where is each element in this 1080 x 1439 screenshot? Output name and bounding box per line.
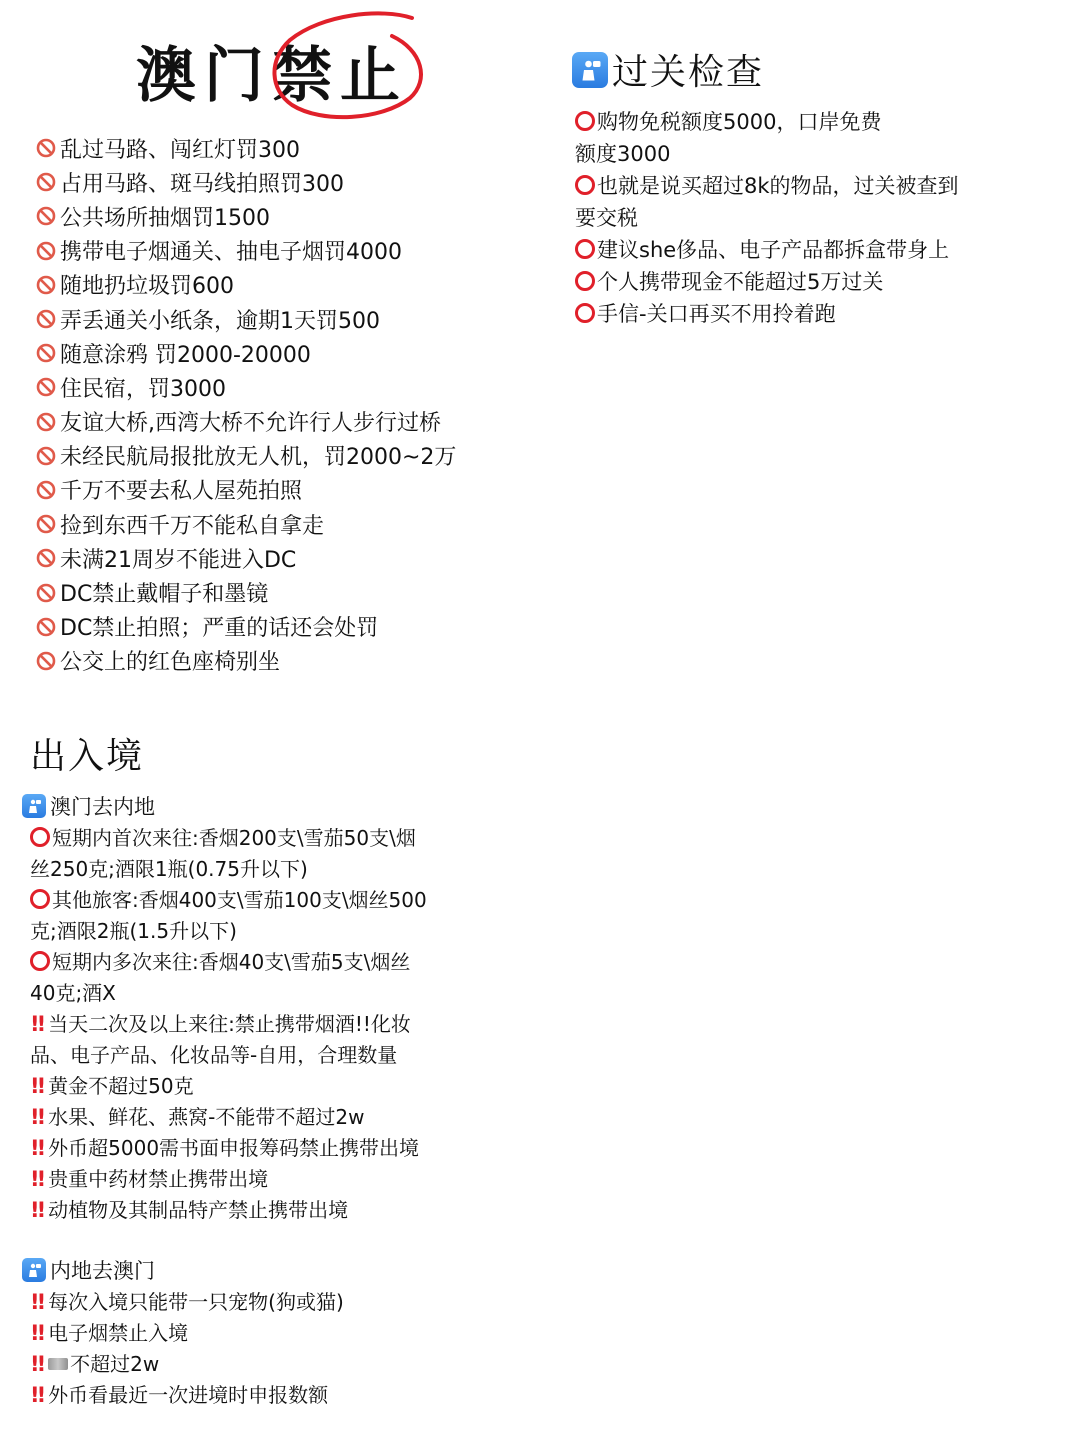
list-item	[30, 978, 427, 1009]
list-item-text: 丝250克;酒限1瓶(0.75升以下)	[30, 857, 308, 881]
double-exclamation-icon: !!	[30, 1383, 44, 1407]
prohibited-icon	[36, 514, 56, 534]
red-circle-annotation	[262, 10, 432, 125]
double-exclamation-icon: !!	[30, 1074, 44, 1098]
ban-item	[36, 268, 456, 302]
passport-control-icon	[22, 1258, 46, 1282]
list-item	[30, 1040, 427, 1071]
ban-item-text: 未满21周岁不能进入DC	[60, 547, 297, 573]
macau-to-mainland-header	[22, 791, 427, 821]
list-item	[575, 234, 959, 266]
ban-list	[36, 131, 456, 678]
prohibited-icon	[36, 275, 56, 295]
ban-item-text: 未经民航局报批放无人机，罚2000~2万	[60, 445, 457, 471]
list-item-text: 额度3000	[575, 142, 671, 166]
double-exclamation-icon: !!	[30, 1167, 44, 1191]
list-item-text: 克;酒限2瓶(1.5升以下)	[30, 919, 237, 943]
prohibited-icon	[36, 377, 56, 397]
list-item	[30, 1071, 427, 1102]
prohibited-icon	[36, 548, 56, 568]
ban-item	[36, 575, 456, 609]
list-item	[575, 266, 959, 298]
mainland-to-macau-section	[30, 1255, 344, 1411]
list-item	[30, 1195, 427, 1226]
list-item-text: 购物免税额度5000，口岸免费	[597, 110, 882, 134]
prohibited-icon	[36, 241, 56, 261]
list-item	[30, 1164, 427, 1195]
list-item-text: 外币看最近一次进境时申报数额	[48, 1383, 329, 1407]
mainland-to-macau-title: 内地去澳门	[50, 1259, 155, 1283]
double-exclamation-icon: !!	[30, 1352, 44, 1376]
ban-item-text: 乱过马路、闯红灯罚300	[60, 137, 300, 163]
double-exclamation-icon: !!	[30, 1290, 44, 1314]
double-exclamation-icon: !!	[30, 1198, 44, 1222]
double-exclamation-icon: !!	[30, 1105, 44, 1129]
list-item-text: 外币超5000需书面申报筹码禁止携带出境	[48, 1136, 420, 1160]
circle-mark-icon	[30, 951, 50, 971]
list-item-text: 手信-关口再买不用拎着跑	[597, 302, 836, 326]
macau-to-mainland-section	[30, 791, 427, 1226]
list-item-text: 短期内首次来往:香烟200支\雪茄50支\烟	[52, 826, 416, 850]
list-item-text: 贵重中药材禁止携带出境	[48, 1167, 269, 1191]
list-item	[30, 854, 427, 885]
ban-item	[36, 405, 456, 439]
list-item	[30, 1009, 427, 1040]
ban-item	[36, 473, 456, 507]
prohibited-icon	[36, 617, 56, 637]
prohibited-icon	[36, 206, 56, 226]
circle-mark-icon	[30, 827, 50, 847]
list-item-text: 40克;酒X	[30, 981, 116, 1005]
list-item	[30, 1349, 344, 1380]
customs-check-lines	[575, 106, 959, 330]
customs-check-header	[572, 44, 764, 95]
mainland-to-macau-header	[22, 1255, 344, 1285]
page-title: 澳门禁止	[136, 41, 408, 111]
circle-mark-icon	[575, 303, 595, 323]
customs-check-title: 过关检查	[612, 52, 765, 93]
ban-item-text: 千万不要去私人屋苑拍照	[60, 479, 303, 505]
ban-item-text: 携带电子烟通关、抽电子烟罚4000	[60, 240, 402, 266]
list-item	[30, 947, 427, 978]
list-item	[575, 138, 959, 170]
double-exclamation-icon: !!	[30, 1321, 44, 1345]
list-item	[30, 823, 427, 854]
prohibited-icon	[36, 651, 56, 671]
ban-item-text: 公交上的红色座椅别坐	[60, 650, 281, 676]
prohibited-icon	[36, 412, 56, 432]
prohibited-icon	[36, 138, 56, 158]
list-item-text: 不超过2w	[70, 1352, 160, 1376]
ban-item	[36, 644, 456, 678]
list-item-text: 个人携带现金不能超过5万过关	[597, 270, 884, 294]
ban-item	[36, 610, 456, 644]
prohibited-icon	[36, 446, 56, 466]
right-column	[570, 0, 1070, 700]
redacted-icon	[48, 1358, 68, 1370]
list-item-text: 短期内多次来往:香烟40支\雪茄5支\烟丝	[52, 950, 411, 974]
mainland-to-macau-lines	[30, 1287, 344, 1411]
list-item	[30, 885, 427, 916]
ban-item	[36, 507, 456, 541]
list-item-text: 动植物及其制品特产禁止携带出境	[48, 1198, 349, 1222]
ban-item-text: 随地扔垃圾罚600	[60, 274, 234, 300]
list-item-text: 黄金不超过50克	[48, 1074, 194, 1098]
list-item-text: 其他旅客:香烟400支\雪茄100支\烟丝500	[52, 888, 427, 912]
ban-item-text: 弄丢通关小纸条，逾期1天罚500	[60, 308, 380, 334]
ban-item-text: 占用马路、斑马线拍照罚300	[60, 171, 344, 197]
list-item-text: 电子烟禁止入境	[48, 1321, 189, 1345]
list-item-text: 当天二次及以上来往:禁止携带烟酒!!化妆	[48, 1012, 411, 1036]
ban-item	[36, 234, 456, 268]
ban-item-text: 公共场所抽烟罚1500	[60, 205, 270, 231]
ban-item	[36, 541, 456, 575]
entry-exit-heading: 出入境	[30, 736, 145, 777]
ban-item-text: DC禁止戴帽子和墨镜	[60, 582, 269, 608]
list-item	[30, 1318, 344, 1349]
macau-to-mainland-title: 澳门去内地	[50, 795, 155, 819]
list-item-text: 水果、鲜花、燕窝-不能带不超过2w	[48, 1105, 365, 1129]
ban-item-text: 捡到东西千万不能私自拿走	[60, 513, 325, 539]
circle-mark-icon	[575, 111, 595, 131]
prohibited-icon	[36, 343, 56, 363]
list-item-text: 品、电子产品、化妆品等-自用，合理数量	[30, 1043, 398, 1067]
ban-item	[36, 199, 456, 233]
list-item	[30, 1102, 427, 1133]
list-item-text: 也就是说买超过8k的物品，过关被查到	[597, 174, 959, 198]
ban-item-text: 住民宿，罚3000	[60, 376, 226, 402]
circle-mark-icon	[575, 271, 595, 291]
list-item-text: 建议she侈品、电子产品都拆盒带身上	[597, 238, 950, 262]
ban-item	[36, 165, 456, 199]
list-item	[30, 1380, 344, 1411]
circle-mark-icon	[575, 239, 595, 259]
ban-item	[36, 370, 456, 404]
ban-item-text: 随意涂鸦 罚2000-20000	[60, 342, 311, 368]
title-block	[136, 40, 436, 120]
ban-item	[36, 131, 456, 165]
list-item	[30, 916, 427, 947]
list-item	[575, 170, 959, 202]
ban-item	[36, 439, 456, 473]
list-item	[575, 106, 959, 138]
macau-to-mainland-lines	[30, 823, 427, 1226]
prohibited-icon	[36, 583, 56, 603]
list-item-text: 要交税	[575, 206, 638, 230]
ban-item-text: 友谊大桥,西湾大桥不允许行人步行过桥	[60, 411, 441, 437]
circle-mark-icon	[575, 175, 595, 195]
passport-control-icon	[22, 794, 46, 818]
circle-mark-icon	[30, 889, 50, 909]
double-exclamation-icon: !!	[30, 1012, 44, 1036]
prohibited-icon	[36, 172, 56, 192]
passport-control-icon	[572, 52, 608, 88]
ban-item-text: DC禁止拍照；严重的话还会处罚	[60, 616, 379, 642]
ban-item	[36, 336, 456, 370]
list-item	[30, 1287, 344, 1318]
double-exclamation-icon: !!	[30, 1136, 44, 1160]
prohibited-icon	[36, 309, 56, 329]
list-item	[575, 202, 959, 234]
list-item	[575, 298, 959, 330]
list-item-text: 每次入境只能带一只宠物(狗或猫)	[48, 1290, 344, 1314]
list-item	[30, 1133, 427, 1164]
prohibited-icon	[36, 480, 56, 500]
ban-item	[36, 302, 456, 336]
